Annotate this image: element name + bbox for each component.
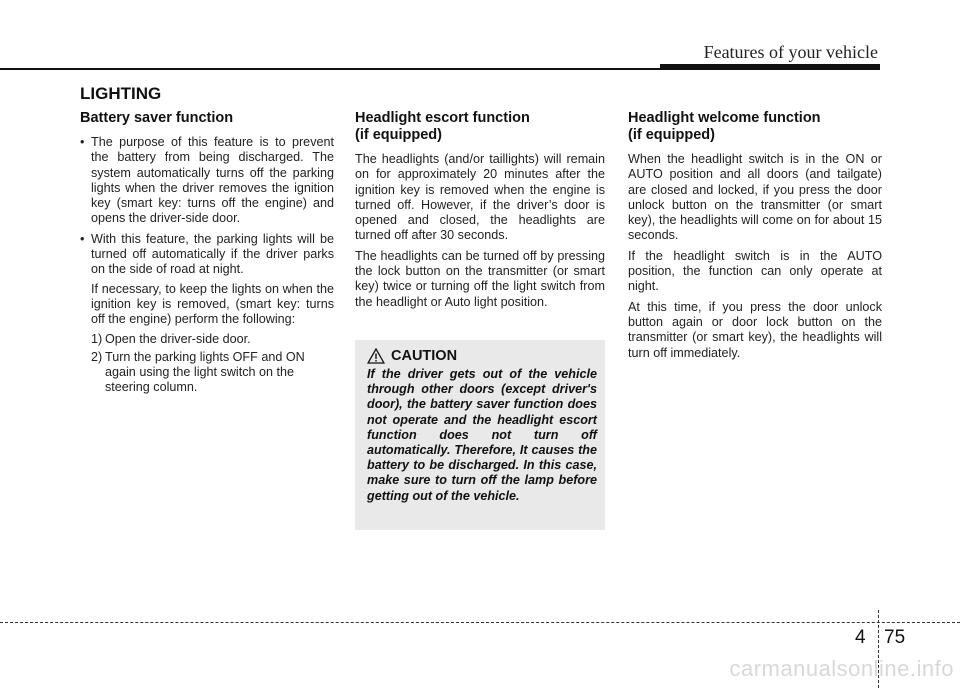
caution-text: If the driver gets out of the vehicle through other doors (except driver's door), the battery saver function does not operate and the headlight escort function does not turn off automatically. Therefore, It causes the battery to be discharged. In this case, make sure to turn off the lamp before getting out of the vehicle.	[367, 367, 597, 503]
bullet-text: The purpose of this feature is to prevent the battery from being discharged. The system automatically turns off the parking lights when the driver removes the ignition key (smart key: turns off the engine) and opens the driver-side door.	[91, 135, 334, 226]
welcome-heading-line1: Headlight welcome function	[628, 110, 821, 126]
step-text: Open the driver-side door.	[105, 331, 251, 346]
battery-saver-bullets	[80, 135, 334, 396]
bullet-text: With this feature, the parking lights will be turned off automatically if the driver parks on the side of road at night.	[91, 231, 334, 277]
escort-paragraph: The headlights can be turned off by pressing the lock button on the transmitter (or smart key) twice or turning off the light switch from the headlight or Auto light position.	[355, 248, 605, 309]
escort-heading-line2: (if equipped)	[355, 127, 442, 143]
section-title: LIGHTING	[80, 84, 162, 103]
welcome-paragraph: If the headlight switch is in the AUTO position, the function can only operate at night.	[628, 248, 882, 294]
welcome-column	[628, 110, 882, 366]
escort-heading	[355, 110, 605, 144]
warning-triangle-icon	[367, 348, 385, 364]
step-text: Turn the parking lights OFF and ON again using the light switch on the steering column.	[105, 349, 305, 395]
welcome-paragraph: At this time, if you press the door unlock button again or door lock button on the transmitter (or smart key), the headlights will turn off immediately.	[628, 299, 882, 360]
welcome-heading-line2: (if equipped)	[628, 127, 715, 143]
escort-paragraph: The headlights (and/or taillights) will remain on for approximately 20 minutes after the ignition key is removed when the engine is turned off. However, if the driver’s door is opened and closed, the headlights are turned off after 30 seconds.	[355, 152, 605, 243]
bullet-icon: •	[80, 231, 85, 246]
page-header-title: Features of your vehicle	[703, 42, 878, 62]
battery-saver-note: If necessary, to keep the lights on when the ignition key is removed, (smart key: turns off the engine) perform the following:	[91, 281, 334, 327]
caution-header	[367, 348, 597, 364]
header-accent-bar	[660, 64, 880, 70]
battery-saver-column	[80, 110, 334, 401]
welcome-paragraph: When the headlight switch is in the ON or AUTO position and all doors (and tailgate) are closed and locked, if you press the door unlock button on the transmitter (or smart key), the headlights will come on for about 15 seconds.	[628, 152, 882, 243]
watermark: carmanualsonline.info	[729, 656, 954, 681]
step-number: 1)	[91, 331, 103, 346]
footer-divider	[0, 622, 960, 623]
battery-saver-steps	[91, 332, 334, 396]
escort-column	[355, 110, 605, 315]
list-item	[80, 232, 334, 396]
list-item	[80, 135, 334, 227]
bullet-icon: •	[80, 135, 85, 149]
escort-heading-line1: Headlight escort function	[355, 110, 530, 126]
chapter-number: 4	[855, 627, 866, 648]
step-number: 2)	[91, 349, 103, 364]
caution-box	[355, 340, 605, 530]
caution-label: CAUTION	[391, 348, 458, 364]
welcome-heading	[628, 110, 882, 144]
page-number: 75	[884, 627, 906, 648]
step-item	[91, 332, 334, 347]
battery-saver-heading: Battery saver function	[80, 110, 234, 126]
step-item	[91, 350, 334, 396]
